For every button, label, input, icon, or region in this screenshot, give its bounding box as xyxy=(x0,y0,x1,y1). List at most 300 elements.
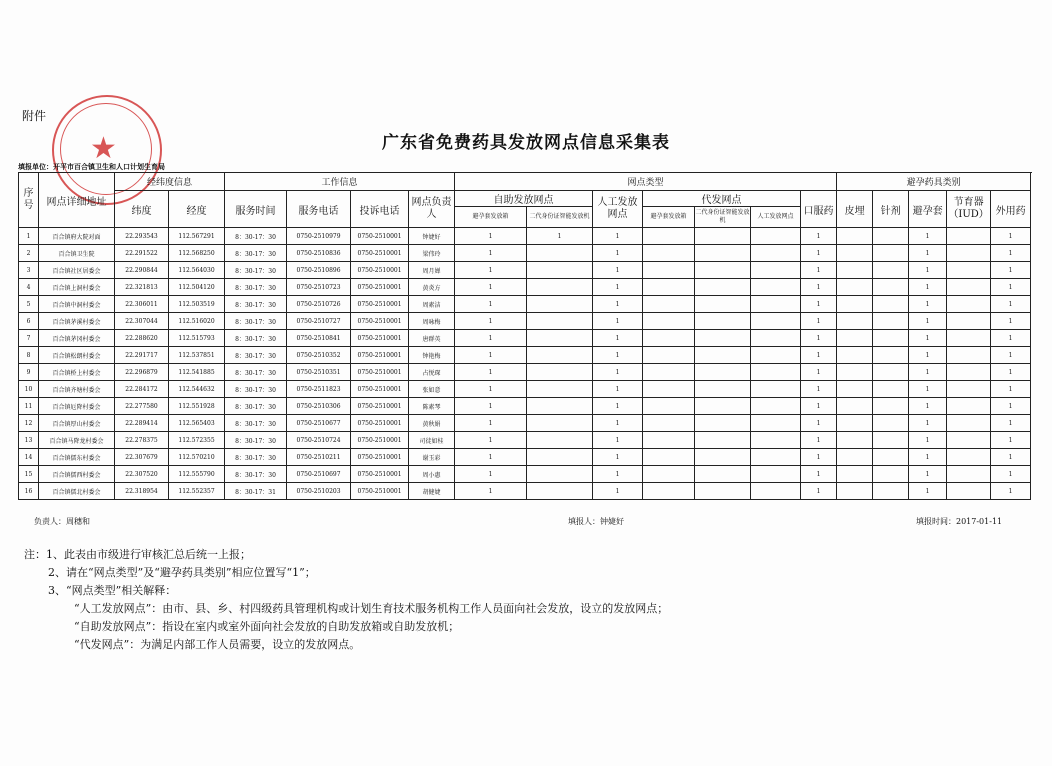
row-self-condom: 1 xyxy=(455,364,527,381)
col-manual: 人工发放网点 xyxy=(593,191,643,228)
row-agent-id xyxy=(695,279,751,296)
row-self-id xyxy=(527,483,593,500)
row-condom: 1 xyxy=(909,313,947,330)
row-manual: 1 xyxy=(593,296,643,313)
row-implant xyxy=(837,449,873,466)
row-address: 百合镇上洞村委会 xyxy=(39,279,115,296)
row-agent-condom xyxy=(643,398,695,415)
row-agent-id xyxy=(695,228,751,245)
row-hours: 8：30-17：30 xyxy=(225,381,287,398)
row-agent-id xyxy=(695,330,751,347)
row-lat: 22.284172 xyxy=(115,381,169,398)
col-agent-id: 二代身份证智能发放机 xyxy=(695,207,751,228)
table-row xyxy=(19,364,1031,381)
row-manual: 1 xyxy=(593,262,643,279)
row-agent-condom xyxy=(643,415,695,432)
row-external: 1 xyxy=(991,432,1031,449)
row-hours: 8：30-17：30 xyxy=(225,313,287,330)
row-external: 1 xyxy=(991,364,1031,381)
row-agent-manual xyxy=(751,279,801,296)
row-complaint: 0750-2510001 xyxy=(351,398,409,415)
row-agent-id xyxy=(695,364,751,381)
row-seq: 8 xyxy=(19,347,39,364)
row-oral: 1 xyxy=(801,279,837,296)
row-manual: 1 xyxy=(593,364,643,381)
row-agent-condom xyxy=(643,432,695,449)
row-address: 百合镇卫生院 xyxy=(39,245,115,262)
row-implant xyxy=(837,381,873,398)
row-person: 钟婕好 xyxy=(409,228,455,245)
row-lat: 22.293543 xyxy=(115,228,169,245)
col-hours: 服务时间 xyxy=(225,191,287,228)
table-row xyxy=(19,398,1031,415)
table-row xyxy=(19,381,1031,398)
row-implant xyxy=(837,432,873,449)
row-self-condom: 1 xyxy=(455,262,527,279)
table-row xyxy=(19,228,1031,245)
table-row xyxy=(19,330,1031,347)
row-oral: 1 xyxy=(801,313,837,330)
row-external: 1 xyxy=(991,279,1031,296)
row-agent-manual xyxy=(751,296,801,313)
row-hours: 8：30-17：30 xyxy=(225,398,287,415)
row-iud xyxy=(947,313,991,330)
row-person: 周月婵 xyxy=(409,262,455,279)
col-group-work: 工作信息 xyxy=(225,173,455,191)
row-iud xyxy=(947,449,991,466)
row-agent-manual xyxy=(751,449,801,466)
row-complaint: 0750-2510001 xyxy=(351,296,409,313)
row-implant xyxy=(837,245,873,262)
row-manual: 1 xyxy=(593,279,643,296)
row-lon: 112.544632 xyxy=(169,381,225,398)
row-self-condom: 1 xyxy=(455,415,527,432)
row-self-id xyxy=(527,381,593,398)
row-self-condom: 1 xyxy=(455,330,527,347)
row-hours: 8：30-17：30 xyxy=(225,279,287,296)
row-hours: 8：30-17：30 xyxy=(225,330,287,347)
row-oral: 1 xyxy=(801,432,837,449)
row-lon: 112.572355 xyxy=(169,432,225,449)
row-external: 1 xyxy=(991,449,1031,466)
row-injection xyxy=(873,449,909,466)
row-lat: 22.306011 xyxy=(115,296,169,313)
col-group-type: 网点类型 xyxy=(455,173,837,191)
table-row xyxy=(19,466,1031,483)
row-injection xyxy=(873,364,909,381)
row-external: 1 xyxy=(991,228,1031,245)
col-seq: 序号 xyxy=(19,173,39,228)
row-self-id xyxy=(527,245,593,262)
row-agent-condom xyxy=(643,347,695,364)
row-condom: 1 xyxy=(909,466,947,483)
row-manual: 1 xyxy=(593,449,643,466)
row-iud xyxy=(947,364,991,381)
col-phone: 服务电话 xyxy=(287,191,351,228)
row-lat: 22.318954 xyxy=(115,483,169,500)
row-manual: 1 xyxy=(593,313,643,330)
row-condom: 1 xyxy=(909,483,947,500)
row-phone: 0750-2510979 xyxy=(287,228,351,245)
row-agent-condom xyxy=(643,449,695,466)
filler-person: 填报人：钟婕好 xyxy=(568,517,624,526)
row-oral: 1 xyxy=(801,228,837,245)
row-agent-id xyxy=(695,432,751,449)
row-agent-id xyxy=(695,245,751,262)
row-complaint: 0750-2510001 xyxy=(351,279,409,296)
row-agent-manual xyxy=(751,466,801,483)
row-lat: 22.290844 xyxy=(115,262,169,279)
row-oral: 1 xyxy=(801,398,837,415)
row-agent-manual xyxy=(751,347,801,364)
row-oral: 1 xyxy=(801,364,837,381)
row-self-condom: 1 xyxy=(455,398,527,415)
row-lon: 112.541885 xyxy=(169,364,225,381)
row-agent-manual xyxy=(751,398,801,415)
row-self-condom: 1 xyxy=(455,347,527,364)
row-manual: 1 xyxy=(593,432,643,449)
row-seq: 4 xyxy=(19,279,39,296)
row-complaint: 0750-2510001 xyxy=(351,364,409,381)
row-person: 梁伟玲 xyxy=(409,245,455,262)
row-injection xyxy=(873,262,909,279)
row-self-id xyxy=(527,364,593,381)
row-agent-condom xyxy=(643,483,695,500)
row-seq: 13 xyxy=(19,432,39,449)
row-manual: 1 xyxy=(593,347,643,364)
row-injection xyxy=(873,381,909,398)
row-hours: 8：30-17：30 xyxy=(225,228,287,245)
row-phone: 0750-2510723 xyxy=(287,279,351,296)
row-condom: 1 xyxy=(909,347,947,364)
row-agent-manual xyxy=(751,381,801,398)
row-agent-condom xyxy=(643,279,695,296)
note-2: 2、请在“网点类型”及“避孕药具类别”相应位置写“1”； xyxy=(48,566,316,579)
table-body xyxy=(19,228,1031,500)
row-agent-condom xyxy=(643,262,695,279)
row-implant xyxy=(837,262,873,279)
row-injection xyxy=(873,330,909,347)
row-self-condom: 1 xyxy=(455,432,527,449)
row-condom: 1 xyxy=(909,381,947,398)
table-row xyxy=(19,296,1031,313)
row-address: 百合镇桥上村委会 xyxy=(39,364,115,381)
row-complaint: 0750-2510001 xyxy=(351,381,409,398)
note-6: “代发网点”：为满足内部工作人员需要，设立的发放网点。 xyxy=(74,638,361,651)
row-address: 百合镇马降龙村委会 xyxy=(39,432,115,449)
row-person: 胡健婕 xyxy=(409,483,455,500)
row-manual: 1 xyxy=(593,415,643,432)
row-seq: 14 xyxy=(19,449,39,466)
col-self-condom: 避孕套发放箱 xyxy=(455,207,527,228)
row-oral: 1 xyxy=(801,245,837,262)
row-condom: 1 xyxy=(909,330,947,347)
row-complaint: 0750-2510001 xyxy=(351,415,409,432)
row-lon: 112.565403 xyxy=(169,415,225,432)
row-hours: 8：30-17：30 xyxy=(225,262,287,279)
row-address: 百合镇厚山村委会 xyxy=(39,415,115,432)
note-1: 注：1、此表由市级进行审核汇总后统一上报； xyxy=(24,548,251,561)
seal-star-icon: ★ xyxy=(90,131,117,166)
row-agent-condom xyxy=(643,228,695,245)
row-oral: 1 xyxy=(801,330,837,347)
info-table xyxy=(18,172,1031,500)
row-agent-id xyxy=(695,415,751,432)
row-iud xyxy=(947,296,991,313)
row-external: 1 xyxy=(991,381,1031,398)
page-title: 广东省免费药具发放网点信息采集表 xyxy=(382,133,670,153)
row-self-id xyxy=(527,398,593,415)
row-iud xyxy=(947,262,991,279)
row-address: 百合镇厄降村委会 xyxy=(39,398,115,415)
table-row xyxy=(19,313,1031,330)
row-external: 1 xyxy=(991,262,1031,279)
row-person: 黄秋娟 xyxy=(409,415,455,432)
row-manual: 1 xyxy=(593,381,643,398)
row-lon: 112.567291 xyxy=(169,228,225,245)
row-agent-manual xyxy=(751,483,801,500)
row-injection xyxy=(873,432,909,449)
row-self-condom: 1 xyxy=(455,279,527,296)
row-hours: 8：30-17：30 xyxy=(225,449,287,466)
row-external: 1 xyxy=(991,330,1031,347)
row-person: 司徒如桂 xyxy=(409,432,455,449)
row-complaint: 0750-2510001 xyxy=(351,466,409,483)
row-seq: 1 xyxy=(19,228,39,245)
row-seq: 10 xyxy=(19,381,39,398)
row-lat: 22.296879 xyxy=(115,364,169,381)
row-phone: 0750-2511823 xyxy=(287,381,351,398)
fill-time: 填报时间：2017-01-11 xyxy=(916,517,1003,526)
row-complaint: 0750-2510001 xyxy=(351,228,409,245)
row-condom: 1 xyxy=(909,364,947,381)
row-iud xyxy=(947,483,991,500)
col-complaint: 投诉电话 xyxy=(351,191,409,228)
row-lon: 112.552357 xyxy=(169,483,225,500)
row-self-condom: 1 xyxy=(455,449,527,466)
row-self-id xyxy=(527,262,593,279)
row-address: 百合镇茅冈村委会 xyxy=(39,330,115,347)
row-iud xyxy=(947,279,991,296)
col-group-contra: 避孕药具类别 xyxy=(837,173,1031,191)
row-self-id xyxy=(527,279,593,296)
row-complaint: 0750-2510001 xyxy=(351,245,409,262)
row-agent-manual xyxy=(751,313,801,330)
col-self-id: 二代身份证智能发放机 xyxy=(527,207,593,228)
row-person: 唐群英 xyxy=(409,330,455,347)
row-implant xyxy=(837,364,873,381)
row-lat: 22.278375 xyxy=(115,432,169,449)
col-iud: 节育器（IUD） xyxy=(947,191,991,228)
row-oral: 1 xyxy=(801,296,837,313)
row-lat: 22.307520 xyxy=(115,466,169,483)
row-hours: 8：30-17：30 xyxy=(225,415,287,432)
row-implant xyxy=(837,228,873,245)
row-injection xyxy=(873,296,909,313)
row-complaint: 0750-2510001 xyxy=(351,449,409,466)
row-iud xyxy=(947,466,991,483)
row-lat: 22.291522 xyxy=(115,245,169,262)
row-phone: 0750-2510351 xyxy=(287,364,351,381)
row-lon: 112.564030 xyxy=(169,262,225,279)
row-phone: 0750-2510697 xyxy=(287,466,351,483)
row-agent-manual xyxy=(751,364,801,381)
row-address: 百合镇茅溪村委会 xyxy=(39,313,115,330)
row-agent-manual xyxy=(751,245,801,262)
row-person: 占悦琛 xyxy=(409,364,455,381)
note-3: 3、“网点类型”相关解释： xyxy=(48,584,177,597)
row-condom: 1 xyxy=(909,228,947,245)
row-implant xyxy=(837,483,873,500)
row-self-condom: 1 xyxy=(455,228,527,245)
row-lon: 112.570210 xyxy=(169,449,225,466)
row-injection xyxy=(873,415,909,432)
row-condom: 1 xyxy=(909,432,947,449)
col-lat: 纬度 xyxy=(115,191,169,228)
row-phone: 0750-2510352 xyxy=(287,347,351,364)
row-phone: 0750-2510306 xyxy=(287,398,351,415)
row-oral: 1 xyxy=(801,449,837,466)
col-condom: 避孕套 xyxy=(909,191,947,228)
row-external: 1 xyxy=(991,398,1031,415)
table-row xyxy=(19,279,1031,296)
row-implant xyxy=(837,296,873,313)
row-iud xyxy=(947,415,991,432)
row-agent-manual xyxy=(751,262,801,279)
row-phone: 0750-2510727 xyxy=(287,313,351,330)
row-self-condom: 1 xyxy=(455,466,527,483)
row-self-id xyxy=(527,330,593,347)
row-self-id xyxy=(527,432,593,449)
row-oral: 1 xyxy=(801,466,837,483)
row-external: 1 xyxy=(991,415,1031,432)
row-injection xyxy=(873,228,909,245)
row-injection xyxy=(873,466,909,483)
row-condom: 1 xyxy=(909,398,947,415)
row-seq: 3 xyxy=(19,262,39,279)
row-implant xyxy=(837,415,873,432)
row-hours: 8：30-17：30 xyxy=(225,296,287,313)
row-lat: 22.321813 xyxy=(115,279,169,296)
row-agent-condom xyxy=(643,330,695,347)
table-row xyxy=(19,449,1031,466)
row-self-condom: 1 xyxy=(455,313,527,330)
attachment-label: 附件 xyxy=(22,109,47,123)
row-address: 百合镇府大院对面 xyxy=(39,228,115,245)
row-external: 1 xyxy=(991,347,1031,364)
table-row xyxy=(19,432,1031,449)
row-condom: 1 xyxy=(909,245,947,262)
row-agent-condom xyxy=(643,296,695,313)
row-self-id xyxy=(527,347,593,364)
col-group-latlon: 经纬度信息 xyxy=(115,173,225,191)
row-external: 1 xyxy=(991,483,1031,500)
col-person: 网点负责人 xyxy=(409,191,455,228)
row-lat: 22.289414 xyxy=(115,415,169,432)
row-implant xyxy=(837,313,873,330)
row-agent-manual xyxy=(751,432,801,449)
row-agent-condom xyxy=(643,245,695,262)
row-self-id: 1 xyxy=(527,228,593,245)
row-implant xyxy=(837,347,873,364)
row-lon: 112.551928 xyxy=(169,398,225,415)
row-iud xyxy=(947,245,991,262)
row-complaint: 0750-2510001 xyxy=(351,262,409,279)
row-address: 百合镇儒东村委会 xyxy=(39,449,115,466)
notes xyxy=(24,546,668,654)
row-manual: 1 xyxy=(593,483,643,500)
col-implant: 皮埋 xyxy=(837,191,873,228)
row-lon: 112.555790 xyxy=(169,466,225,483)
row-iud xyxy=(947,381,991,398)
row-address: 百合镇儒西村委会 xyxy=(39,466,115,483)
table-row xyxy=(19,415,1031,432)
row-lat: 22.307679 xyxy=(115,449,169,466)
row-iud xyxy=(947,228,991,245)
row-person: 陈素琴 xyxy=(409,398,455,415)
row-injection xyxy=(873,245,909,262)
col-external: 外用药 xyxy=(991,191,1031,228)
row-address: 百合镇社区居委会 xyxy=(39,262,115,279)
row-person: 钟艳梅 xyxy=(409,347,455,364)
row-agent-id xyxy=(695,262,751,279)
row-agent-id xyxy=(695,466,751,483)
col-self-service: 自助发放网点 xyxy=(455,191,593,207)
row-hours: 8：30-17：30 xyxy=(225,347,287,364)
row-injection xyxy=(873,279,909,296)
row-self-id xyxy=(527,449,593,466)
row-injection xyxy=(873,398,909,415)
row-complaint: 0750-2510001 xyxy=(351,347,409,364)
row-agent-manual xyxy=(751,228,801,245)
row-seq: 11 xyxy=(19,398,39,415)
row-hours: 8：30-17：30 xyxy=(225,364,287,381)
row-agent-id xyxy=(695,296,751,313)
row-agent-id xyxy=(695,449,751,466)
row-phone: 0750-2510726 xyxy=(287,296,351,313)
col-injection: 针剂 xyxy=(873,191,909,228)
row-lat: 22.277580 xyxy=(115,398,169,415)
row-condom: 1 xyxy=(909,279,947,296)
row-implant xyxy=(837,466,873,483)
row-seq: 7 xyxy=(19,330,39,347)
row-iud xyxy=(947,432,991,449)
row-phone: 0750-2510677 xyxy=(287,415,351,432)
row-address: 百合镇齐塘村委会 xyxy=(39,381,115,398)
row-complaint: 0750-2510001 xyxy=(351,313,409,330)
row-oral: 1 xyxy=(801,415,837,432)
row-self-id xyxy=(527,313,593,330)
col-oral: 口服药 xyxy=(801,191,837,228)
row-agent-condom xyxy=(643,364,695,381)
row-oral: 1 xyxy=(801,262,837,279)
row-phone: 0750-2510841 xyxy=(287,330,351,347)
row-phone: 0750-2510896 xyxy=(287,262,351,279)
row-phone: 0750-2510203 xyxy=(287,483,351,500)
row-condom: 1 xyxy=(909,449,947,466)
row-complaint: 0750-2510001 xyxy=(351,432,409,449)
responsible-person: 负责人：周穗和 xyxy=(34,517,90,526)
row-injection xyxy=(873,313,909,330)
col-address: 网点详细地址 xyxy=(39,173,115,228)
row-seq: 16 xyxy=(19,483,39,500)
row-self-id xyxy=(527,466,593,483)
row-lon: 112.568250 xyxy=(169,245,225,262)
row-person: 谢玉彩 xyxy=(409,449,455,466)
row-iud xyxy=(947,347,991,364)
fill-unit: 填报单位：开平市百合镇卫生和人口计划生育局 xyxy=(18,162,165,171)
note-5: “自助发放网点”：指设在室内或室外面向社会发放的自助发放箱或自助发放机； xyxy=(74,620,460,633)
